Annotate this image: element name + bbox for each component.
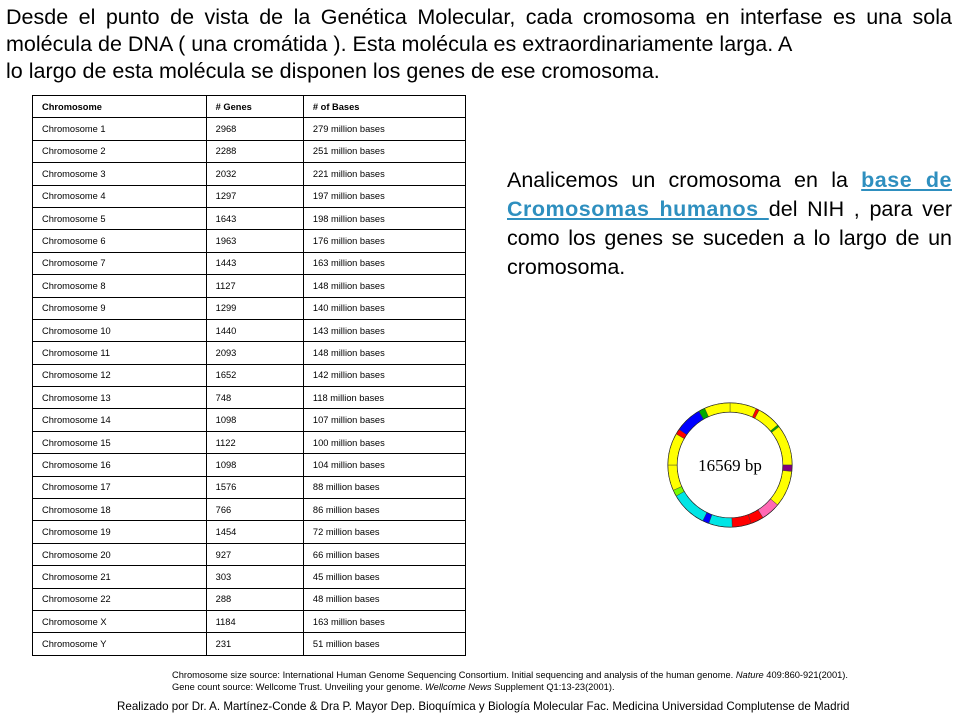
table-row xyxy=(33,566,466,588)
chromosome-name-cell: Chromosome 5 xyxy=(33,207,207,229)
base-count-cell: 45 million bases xyxy=(303,566,465,588)
base-count-cell: 163 million bases xyxy=(303,252,465,274)
chromosome-name-cell: Chromosome Y xyxy=(33,633,207,655)
table-row xyxy=(33,319,466,341)
plasmid-segment-4 xyxy=(772,427,792,465)
plasmid-segment-15 xyxy=(668,434,684,465)
base-count-cell: 72 million bases xyxy=(303,521,465,543)
gene-count-cell: 1643 xyxy=(206,207,303,229)
table-row xyxy=(33,521,466,543)
chromosome-name-cell: Chromosome 7 xyxy=(33,252,207,274)
base-count-cell: 176 million bases xyxy=(303,230,465,252)
base-count-cell: 163 million bases xyxy=(303,610,465,632)
plasmid-segment-6 xyxy=(771,471,792,505)
source-journal-2: Wellcome News xyxy=(425,682,492,692)
table-row xyxy=(33,275,466,297)
gene-count-cell: 1184 xyxy=(206,610,303,632)
table-row xyxy=(33,140,466,162)
chromosome-name-cell: Chromosome 19 xyxy=(33,521,207,543)
chromosome-name-cell: Chromosome 11 xyxy=(33,342,207,364)
gene-count-cell: 1576 xyxy=(206,476,303,498)
source-notes xyxy=(172,669,958,693)
chromosome-name-cell: Chromosome 14 xyxy=(33,409,207,431)
base-count-cell: 198 million bases xyxy=(303,207,465,229)
table-row xyxy=(33,118,466,140)
gene-count-cell: 1299 xyxy=(206,297,303,319)
table-row xyxy=(33,185,466,207)
plasmid-length-label: 16569 bp xyxy=(698,456,762,475)
plasmid-segment-9 xyxy=(732,515,751,527)
gene-count-cell: 1297 xyxy=(206,185,303,207)
intro-paragraph xyxy=(6,4,952,85)
base-count-cell: 48 million bases xyxy=(303,588,465,610)
chromosome-name-cell: Chromosome 9 xyxy=(33,297,207,319)
table-row xyxy=(33,252,466,274)
intro-line-2: lo largo de esta molécula se disponen los genes de ese cromosoma. xyxy=(6,59,660,83)
table-row xyxy=(33,364,466,386)
gene-count-cell: 1454 xyxy=(206,521,303,543)
plasmid-segment-17 xyxy=(679,411,703,434)
chromosome-name-cell: Chromosome X xyxy=(33,610,207,632)
source-line-2: Gene count source: Wellcome Trust. Unveiling your genome. xyxy=(172,682,426,692)
source-line-2-end: Supplement Q1:13-23(2001). xyxy=(491,682,615,692)
chromosome-database-link[interactable]: base de Cromosomas humanos xyxy=(507,168,952,221)
base-count-cell: 142 million bases xyxy=(303,364,465,386)
base-count-cell: 118 million bases xyxy=(303,387,465,409)
gene-count-cell: 1652 xyxy=(206,364,303,386)
table-row xyxy=(33,431,466,453)
table-row xyxy=(33,543,466,565)
plasmid-segment-14 xyxy=(668,465,682,490)
gene-count-cell: 766 xyxy=(206,499,303,521)
base-count-cell: 51 million bases xyxy=(303,633,465,655)
base-count-cell: 140 million bases xyxy=(303,297,465,319)
gene-count-cell: 1122 xyxy=(206,431,303,453)
chromosome-name-cell: Chromosome 21 xyxy=(33,566,207,588)
base-count-cell: 66 million bases xyxy=(303,543,465,565)
chromosome-name-cell: Chromosome 6 xyxy=(33,230,207,252)
intro-line-1: Desde el punto de vista de la Genética Molecular, cada cromosoma en interfase es una sola molécula de DNA ( una cromátida ). Esta molécula es extraordinariamente larga. A xyxy=(6,5,952,56)
gene-count-cell: 1127 xyxy=(206,275,303,297)
base-count-cell: 88 million bases xyxy=(303,476,465,498)
credits: Realizado por Dr. A. Martínez-Conde & Dra P. Mayor Dep. Bioquímica y Biología Molecular Fac. Medicina Universidad Complutense de Madrid xyxy=(117,700,850,713)
chromosome-name-cell: Chromosome 3 xyxy=(33,163,207,185)
table-header-row xyxy=(33,96,466,118)
table-row xyxy=(33,163,466,185)
gene-count-cell: 1443 xyxy=(206,252,303,274)
source-line-1-end: 409:860-921(2001). xyxy=(763,670,848,680)
header-bases: # of Bases xyxy=(303,96,465,118)
table-row xyxy=(33,387,466,409)
table-row xyxy=(33,297,466,319)
base-count-cell: 107 million bases xyxy=(303,409,465,431)
base-count-cell: 279 million bases xyxy=(303,118,465,140)
gene-count-cell: 2032 xyxy=(206,163,303,185)
plasmid-segment-0 xyxy=(730,403,756,417)
base-count-cell: 221 million bases xyxy=(303,163,465,185)
chromosome-name-cell: Chromosome 2 xyxy=(33,140,207,162)
table-row xyxy=(33,610,466,632)
gene-count-cell: 231 xyxy=(206,633,303,655)
chromosome-name-cell: Chromosome 13 xyxy=(33,387,207,409)
chromosome-name-cell: Chromosome 17 xyxy=(33,476,207,498)
base-count-cell: 143 million bases xyxy=(303,319,465,341)
chromosome-name-cell: Chromosome 16 xyxy=(33,454,207,476)
analysis-text-start: Analicemos un cromosoma en la xyxy=(507,168,862,192)
gene-count-cell: 2093 xyxy=(206,342,303,364)
base-count-cell: 100 million bases xyxy=(303,431,465,453)
table-row xyxy=(33,588,466,610)
table-row xyxy=(33,207,466,229)
base-count-cell: 86 million bases xyxy=(303,499,465,521)
chromosome-name-cell: Chromosome 1 xyxy=(33,118,207,140)
gene-count-cell: 927 xyxy=(206,543,303,565)
base-count-cell: 148 million bases xyxy=(303,275,465,297)
chromosome-name-cell: Chromosome 22 xyxy=(33,588,207,610)
chromosome-name-cell: Chromosome 20 xyxy=(33,543,207,565)
table-row xyxy=(33,454,466,476)
gene-count-cell: 303 xyxy=(206,566,303,588)
table-row xyxy=(33,409,466,431)
source-line-1: Chromosome size source: International Human Genome Sequencing Consortium. Initial sequencing and analysis of the human genome. xyxy=(172,670,736,680)
source-journal-1: Nature xyxy=(735,670,764,680)
header-genes: # Genes xyxy=(206,96,303,118)
analysis-paragraph xyxy=(507,166,952,282)
gene-count-cell: 2288 xyxy=(206,140,303,162)
chromosome-name-cell: Chromosome 12 xyxy=(33,364,207,386)
chromosome-name-cell: Chromosome 10 xyxy=(33,319,207,341)
chromosome-name-cell: Chromosome 4 xyxy=(33,185,207,207)
table-row xyxy=(33,476,466,498)
chromosome-table xyxy=(32,95,466,656)
mitochondrial-genome-map xyxy=(655,390,805,540)
table-row xyxy=(33,633,466,655)
analysis-text-end: del NIH , para ver como los genes se suceden a lo largo de un cromosoma. xyxy=(507,197,952,279)
gene-count-cell: 748 xyxy=(206,387,303,409)
gene-count-cell: 1098 xyxy=(206,409,303,431)
table-row xyxy=(33,499,466,521)
plasmid-segment-12 xyxy=(676,492,706,521)
base-count-cell: 251 million bases xyxy=(303,140,465,162)
table-row xyxy=(33,342,466,364)
gene-count-cell: 1963 xyxy=(206,230,303,252)
gene-count-cell: 2968 xyxy=(206,118,303,140)
gene-count-cell: 1440 xyxy=(206,319,303,341)
base-count-cell: 148 million bases xyxy=(303,342,465,364)
gene-count-cell: 288 xyxy=(206,588,303,610)
chromosome-name-cell: Chromosome 15 xyxy=(33,431,207,453)
header-chromosome: Chromosome xyxy=(33,96,207,118)
base-count-cell: 104 million bases xyxy=(303,454,465,476)
gene-count-cell: 1098 xyxy=(206,454,303,476)
plasmid-segment-19 xyxy=(705,403,730,417)
base-count-cell: 197 million bases xyxy=(303,185,465,207)
chromosome-name-cell: Chromosome 18 xyxy=(33,499,207,521)
chromosome-name-cell: Chromosome 8 xyxy=(33,275,207,297)
table-row xyxy=(33,230,466,252)
